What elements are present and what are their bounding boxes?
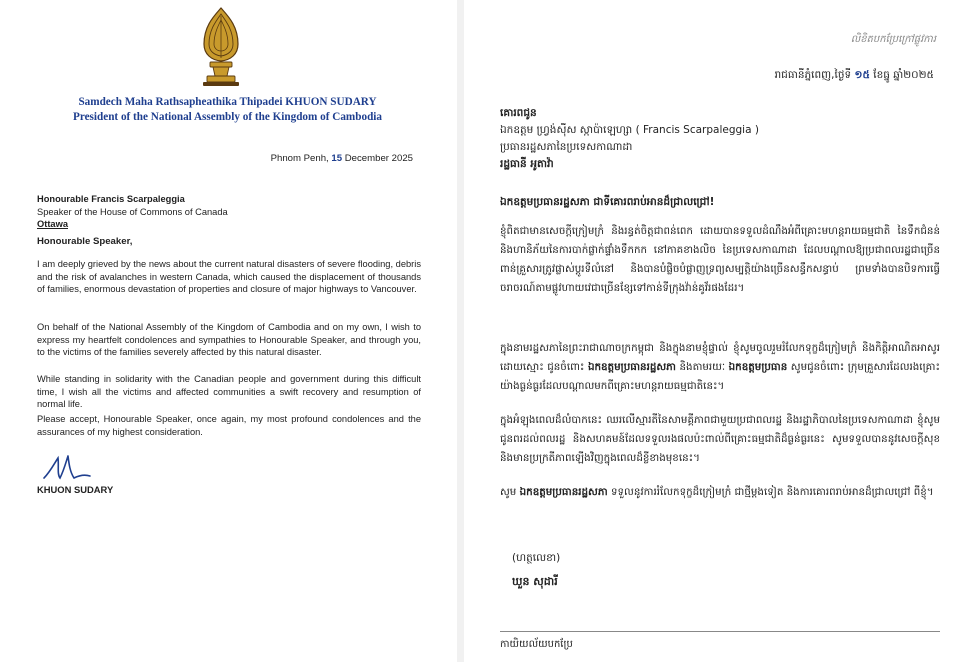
addressee-name: Honourable Francis Scarpaleggia <box>37 194 185 204</box>
khmer-salutation: ឯកឧត្តមប្រធានរដ្ឋសភា ជាទីគោរពរាប់អានដ៏ជ្រាលជ្រៅ! <box>500 196 715 208</box>
salutation: Honourable Speaker, <box>37 236 133 247</box>
khmer-date-day: ១៥ <box>854 69 870 81</box>
paragraph-2: On behalf of the National Assembly of the Kingdom of Cambodia and on my own, I wish to express my heartfelt condolences and sympathies to Honourable Speaker, and through you, to the victims of the families severely affected by this natural disaster. <box>37 322 421 358</box>
khmer-addr-city: រដ្ឋធានី អូតាវ៉ា <box>500 158 554 170</box>
paragraph-4: Please accept, Honourable Speaker, once again, my most profound condolences and the assurances of my highest consideration. <box>37 414 421 437</box>
khmer-signature-name: ឃួន សុដារី <box>512 575 558 588</box>
addressee-block <box>37 193 228 231</box>
khmer-p2-highlight-1: ឯកឧត្តមប្រធានរដ្ឋសភា <box>587 361 676 373</box>
date-day: 15 <box>331 153 343 164</box>
khmer-paragraph-4 <box>500 483 940 502</box>
paragraph-3: While standing in solidarity with the Canadian people and government during this difficult time, I wish all the victims and affected communities a swift recovery and resumption of normal life. <box>37 374 421 410</box>
national-assembly-emblem-icon <box>198 6 244 88</box>
khmer-addr-title: ប្រធានរដ្ឋសភានៃប្រទេសកាណាដា <box>500 141 633 153</box>
khmer-p4-text-b: ទទួលនូវការរំលែកទុក្ខដ៏ក្រៀមក្រំ ជាថ្មីម្ដងទៀត និងការគោរពរាប់អានដ៏ជ្រាលជ្រៅ ពីខ្ញុំ។ <box>610 486 934 498</box>
addressee-city: Ottawa <box>37 219 68 230</box>
page-divider <box>457 0 464 662</box>
khmer-addr-name: ឯកឧត្តម ហ្វ្រង់ស៊ីស ស្កាប៉ាឡេហ្សា ( Francis Scarpaleggia ) <box>500 124 759 136</box>
khmer-p4-highlight: ឯកឧត្តមប្រធានរដ្ឋសភា <box>519 486 608 498</box>
letter-date <box>271 153 413 164</box>
khmer-letter-page <box>466 0 960 662</box>
signature-name: KHUON SUDARY <box>37 484 114 495</box>
khmer-paragraph-2 <box>500 339 940 396</box>
khmer-addr-label: គោរពជូន <box>500 107 537 119</box>
unofficial-translation-note: លិខិតបកប្រែក្រៅផ្លូវការ <box>850 34 936 45</box>
khmer-addressee-block <box>500 105 759 173</box>
date-prefix: Phnom Penh, <box>270 153 329 164</box>
khmer-date-prefix: រាជធានីភ្នំពេញ,ថ្ងៃទី <box>774 69 852 81</box>
addressee-title: Speaker of the House of Commons of Canada <box>37 206 228 217</box>
english-letter-page <box>0 0 455 662</box>
khmer-p2-highlight-2: ឯកឧត្តមប្រធាន <box>728 361 788 373</box>
sender-name-heading: Samdech Maha Rathsapheathika Thipadei KHUON SUDARY <box>78 96 377 108</box>
khmer-signed-note: (ហត្ថលេខា) <box>512 552 561 564</box>
khmer-date-suffix: ខែធ្នូ ឆ្នាំ២០២៥ <box>873 69 934 81</box>
khmer-p4-text-a: សូម <box>500 486 517 498</box>
khmer-p2-text-a: ក្នុងនាមរដ្ឋសភានៃព្រះរាជាណាចក្រកម្ពុជា និងក្នុងនាមខ្ញុំផ្ទាល់ ខ្ញុំសូមចូលរួមរំលែកទុក្ខដ៏ក្រៀមក្រំ និងកិត្តិអាណិតអាសូរដោយស្មោះ ជូនចំពោះ <box>500 342 940 373</box>
date-suffix: December 2025 <box>344 153 413 164</box>
khmer-p2-text-c: សូមជូនចំពោះ ក្រុមគ្រួសារដែលរងគ្រោះយ៉ាងធ្ងន់ធ្ងរដែលបណ្ដាលមកពីគ្រោះមហន្តរាយធម្មជាតិនេះ។ <box>500 361 940 392</box>
paragraph-1: I am deeply grieved by the news about the current natural disasters of severe flooding, debris and the risk of avalanches in western Canada, which caused the displacement of thousands of families, enormous devastation of properties and closure of major highways to Vancouver. <box>37 259 421 295</box>
khmer-paragraph-1: ខ្ញុំពិតជាមានសេចក្ដីក្រៀមក្រំ និងរន្ធត់ចិត្តជាពន់ពេក ដោយបានទទួលដំណឹងអំពីគ្រោះមហន្តរាយធម្មជាតិ នៃទឹកជំនន់ និងហានិភ័យនៃការបាក់ផ្លាក់ផ្ទាំងទឹកកក នៅភាគខាងលិច នៃប្រទេសកាណាដា ដែលបណ្ដាលឱ្យប្រជាពលរដ្ឋជាច្រើនពាន់គ្រួសារត្រូវផ្លាស់ប្ដូរទីលំនៅ និងបានបំផ្លិចបំផ្លាញទ្រព្យសម្បត្តិយ៉ាងច្រើនសន្ធឹកសន្ធាប់ ព្រមទាំងបានបិទការធ្វើចរាចរណ៍តាមផ្លូវហាយវេជាច្រើនខ្សែទៅកាន់ទីក្រុងវ៉ាន់គូវ័រផងដែរ។ <box>500 225 940 294</box>
khmer-letter-date <box>775 69 935 84</box>
handwritten-signature-icon <box>40 452 100 482</box>
khmer-p2-text-b: និងតាមរយៈ <box>679 361 726 373</box>
khmer-paragraph-3: ក្នុងអំឡុងពេលដ៏លំបាកនេះ ឈរលើស្មារតីនៃសាមគ្គីភាពជាមួយប្រជាពលរដ្ឋ និងរដ្ឋាភិបាលនៃប្រទេសកាណាដា ខ្ញុំសូមជូនពរដល់ពលរដ្ឋ និងសហគមន៍ដែលទទួលរងផលប៉ះពាល់ពីគ្រោះធម្មជាតិដ៏ធ្ងន់ធ្ងរនេះ សូមទទួលបាននូវសេចក្ដីសុខ និងមានប្រក្រតីភាពឡើងវិញក្នុងពេលដ៏ខ្លីខាងមុខនេះ។ <box>500 414 940 464</box>
khmer-footer-office: កាយិយល័យបកប្រែ <box>500 639 573 650</box>
footer-rule <box>500 631 940 632</box>
sender-title-heading: President of the National Assembly of the Kingdom of Cambodia <box>72 111 382 123</box>
